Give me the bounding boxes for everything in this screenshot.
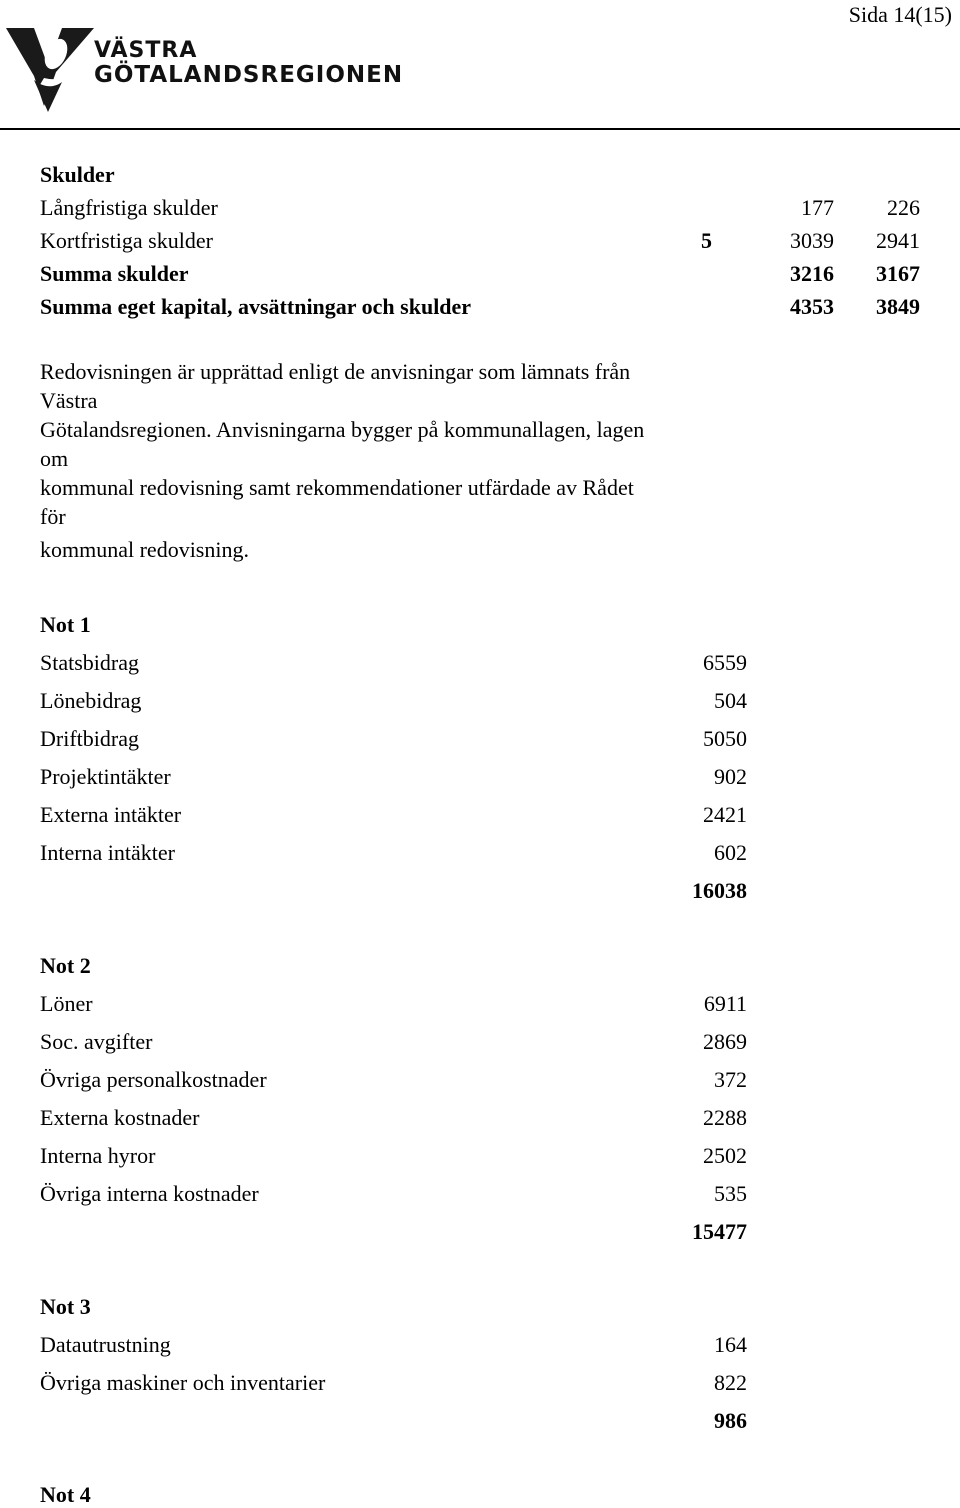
statement-line: om (40, 446, 69, 471)
item-label: Löner (40, 991, 93, 1016)
statement-line: kommunal redovisning samt rekommendationer utfärdade av Rådet (40, 475, 634, 500)
item-amount: 902 (714, 764, 747, 789)
swirl-logo-icon (4, 26, 96, 116)
item-label: Interna intäkter (40, 840, 175, 865)
row-value-year1: 3039 (790, 228, 834, 253)
statement-line: Redovisningen är upprättad enligt de anvisningar som lämnats från (40, 359, 631, 384)
item-amount: 822 (714, 1370, 747, 1395)
item-amount: 372 (714, 1067, 747, 1092)
item-label: Soc. avgifter (40, 1029, 153, 1054)
row-value-year1: 4353 (790, 294, 834, 319)
item-label: Övriga interna kostnader (40, 1181, 259, 1206)
row-value-year2: 3849 (876, 294, 920, 319)
row-value-year2: 226 (887, 195, 920, 220)
skulder-heading: Skulder (40, 162, 115, 187)
note-3-total: 986 (714, 1408, 747, 1433)
item-amount: 164 (714, 1332, 747, 1357)
note-1-total: 16038 (692, 878, 747, 903)
item-label: Externa kostnader (40, 1105, 200, 1130)
item-label: Datautrustning (40, 1332, 171, 1357)
item-amount: 602 (714, 840, 747, 865)
statement-line: Västra (40, 388, 98, 413)
item-amount: 2502 (703, 1143, 747, 1168)
item-amount: 2869 (703, 1029, 747, 1054)
item-label: Lönebidrag (40, 688, 142, 713)
item-amount: 535 (714, 1181, 747, 1206)
row-label: Summa eget kapital, avsättningar och skulder (40, 294, 472, 319)
header-rule (0, 128, 960, 130)
note-2-total: 15477 (692, 1219, 747, 1244)
note-3-title: Not 3 (40, 1294, 91, 1319)
item-amount: 6559 (703, 650, 747, 675)
note-1-title: Not 1 (40, 612, 91, 637)
statement-line: för (40, 504, 66, 529)
row-value-year2: 2941 (876, 228, 920, 253)
item-label: Övriga maskiner och inventarier (40, 1370, 326, 1395)
statement-line: kommunal redovisning. (40, 537, 249, 562)
item-label: Driftbidrag (40, 726, 139, 751)
item-amount: 6911 (703, 991, 747, 1016)
item-label: Interna hyror (40, 1143, 156, 1168)
row-label: Kortfristiga skulder (40, 228, 213, 253)
page-number: Sida 14(15) (848, 2, 952, 27)
item-amount: 504 (714, 688, 747, 713)
item-label: Externa intäkter (40, 802, 182, 827)
item-label: Projektintäkter (40, 764, 171, 789)
item-label: Övriga personalkostnader (40, 1067, 267, 1092)
row-note-ref: 5 (701, 228, 712, 253)
row-value-year1: 3216 (790, 261, 834, 286)
region-logo (0, 20, 404, 110)
accounting-statement (40, 357, 740, 564)
logo-text-line2: GÖTALANDSREGIONEN (94, 62, 404, 88)
logo-text-line1: VÄSTRA (94, 38, 198, 63)
row-label: Långfristiga skulder (40, 195, 218, 220)
note-4-title: Not 4 (40, 1482, 91, 1507)
statement-line: Götalandsregionen. Anvisningarna bygger på kommunallagen, lagen (40, 417, 645, 442)
note-2-title: Not 2 (40, 953, 91, 978)
item-amount: 2421 (703, 802, 747, 827)
row-value-year1: 177 (801, 195, 834, 220)
item-label: Statsbidrag (40, 650, 139, 675)
row-value-year2: 3167 (876, 261, 920, 286)
item-amount: 5050 (703, 726, 747, 751)
item-amount: 2288 (703, 1105, 747, 1130)
row-label: Summa skulder (40, 261, 189, 286)
